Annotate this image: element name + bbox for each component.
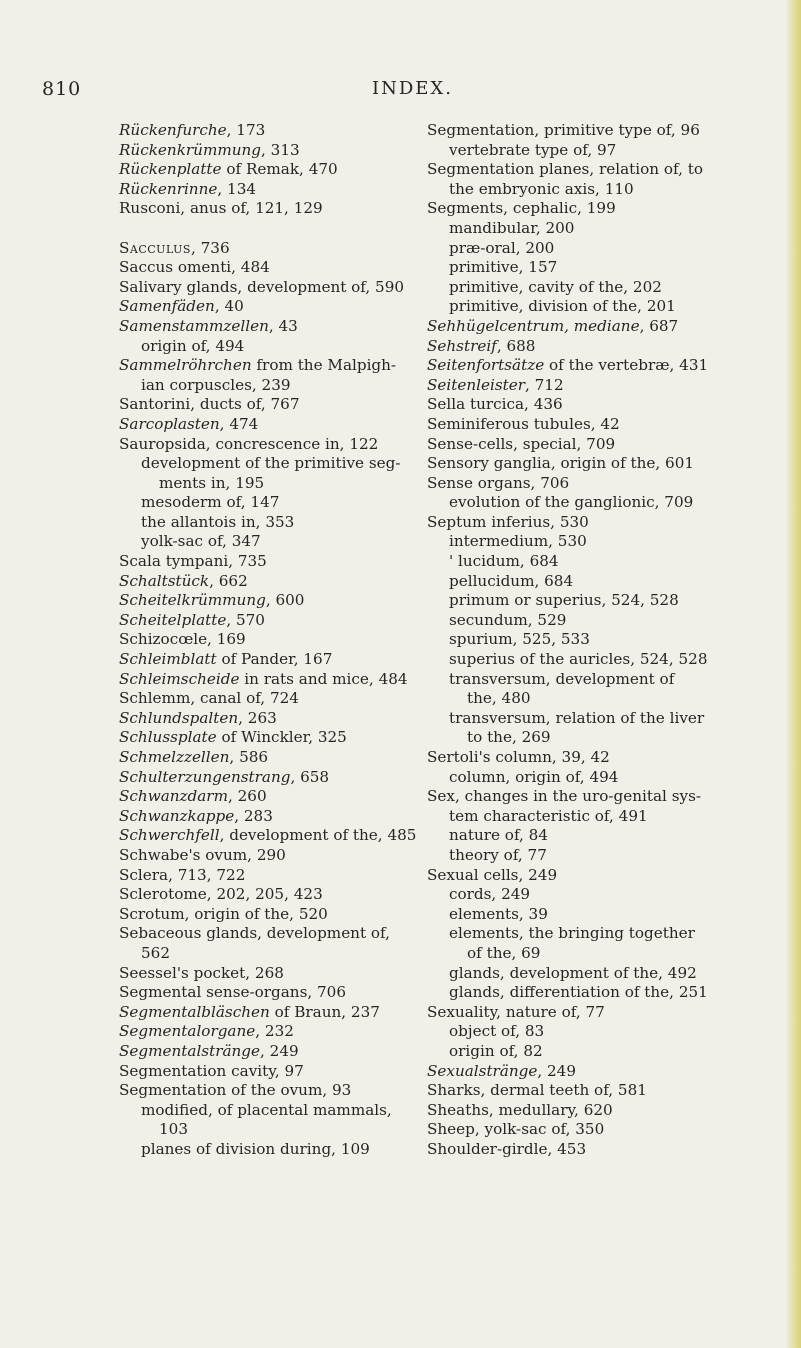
index-entry [119, 728, 402, 748]
index-entry [427, 1120, 799, 1140]
entry-term-italic: Schwerchfell [119, 826, 220, 845]
entry-text: , 134 [217, 179, 257, 198]
index-entry [119, 415, 402, 435]
entry-term-italic: Schleimscheide [119, 669, 240, 688]
index-subentry [119, 513, 402, 533]
index-subentry [427, 180, 799, 200]
page-header [0, 78, 801, 100]
entry-text: primitive, 157 [449, 258, 558, 277]
index-subentry [427, 297, 799, 317]
entry-text: vertebrate type of, 97 [449, 140, 617, 159]
entry-term-smallcaps: Sacculus [119, 238, 191, 257]
entry-text: Sensory ganglia, origin of the, 601 [427, 454, 695, 473]
entry-text: Scrotum, origin of the, 520 [119, 904, 328, 923]
entry-text: intermedium, 530 [449, 532, 587, 551]
entry-text: Sheep, yolk-sac of, 350 [427, 1120, 605, 1139]
entry-term-italic: Scheitelkrümmung [119, 591, 266, 610]
index-entry [427, 435, 799, 455]
entry-term-italic: Sehstreif [427, 336, 497, 355]
entry-text: elements, 39 [449, 904, 548, 923]
index-subentry [427, 1022, 799, 1042]
index-subentry [427, 846, 799, 866]
index-entry [119, 297, 402, 317]
entry-text: object of, 83 [449, 1022, 545, 1041]
entry-term-italic: Rückenfurche [119, 121, 227, 139]
entry-text: column, origin of, 494 [449, 767, 619, 786]
index-entry [119, 199, 402, 219]
index-entry [427, 748, 799, 768]
index-entry [427, 356, 799, 376]
entry-term-italic: Segmentalorgane [119, 1022, 256, 1041]
index-entry [119, 239, 402, 259]
index-subentry [427, 905, 799, 925]
entry-text: Sertoli's column, 39, 42 [427, 748, 610, 766]
entry-text: ments in, 195 [159, 473, 265, 492]
entry-text: , 662 [209, 571, 248, 590]
entry-text: cords, 249 [449, 885, 531, 904]
entry-term-italic: Segmentalstränge [119, 1041, 261, 1060]
index-subentry [427, 258, 799, 278]
index-entry [119, 611, 402, 631]
index-entry [119, 180, 402, 200]
index-entry [119, 924, 402, 944]
index-subentry [119, 1120, 402, 1140]
entry-text: yolk-sac of, 347 [141, 532, 261, 551]
index-subentry [119, 1101, 402, 1121]
entry-text: Sella turcica, 436 [427, 395, 563, 414]
header-title: INDEX. [372, 78, 453, 99]
index-entry [427, 1081, 799, 1101]
entry-text: Sharks, dermal teeth of, 581 [427, 1081, 647, 1100]
entry-text: spurium, 525, 533 [449, 630, 590, 649]
index-entry [119, 258, 402, 278]
entry-text: origin of, 82 [449, 1041, 543, 1060]
index-subentry [119, 474, 402, 494]
entry-term-italic: Rückenrinne [119, 179, 218, 198]
entry-text: , 43 [268, 316, 298, 335]
entry-text: glands, development of the, 492 [449, 963, 697, 982]
index-subentry [427, 768, 799, 788]
index-entry [119, 807, 402, 827]
entry-text: of Winckler, 325 [216, 728, 347, 747]
entry-text: the allantois in, 353 [141, 512, 295, 531]
index-subentry [427, 728, 799, 748]
index-column-right [427, 121, 799, 1159]
entry-text: of Braun, 237 [269, 1002, 380, 1021]
index-entry [119, 787, 402, 807]
entry-text: Salivary glands, development of, 590 [119, 277, 405, 296]
index-subentry [427, 630, 799, 650]
entry-term-italic: Schaltstück [119, 571, 210, 590]
entry-text: Sex, changes in the uro-genital sys- [427, 787, 702, 806]
index-entry [119, 905, 402, 925]
entry-text: elements, the bringing together [449, 924, 695, 943]
index-subentry [427, 885, 799, 905]
entry-text: Seminiferous tubules, 42 [427, 414, 620, 433]
index-entry [119, 866, 402, 886]
entry-text: Shoulder-girdle, 453 [427, 1139, 587, 1158]
index-entry [427, 513, 799, 533]
entry-term-italic: Schlussplate [119, 728, 217, 747]
index-entry [119, 748, 402, 768]
entry-text: theory of, 77 [449, 845, 547, 864]
entry-text: Seessel's pocket, 268 [119, 963, 284, 982]
index-subentry [119, 944, 402, 964]
index-subentry [427, 278, 799, 298]
entry-text: tem characteristic of, 491 [449, 806, 648, 825]
entry-text: Segments, cephalic, 199 [427, 199, 616, 218]
index-entry [119, 650, 402, 670]
index-subentry [119, 454, 402, 474]
index-entry [427, 454, 799, 474]
entry-text: evolution of the ganglionic, 709 [449, 493, 694, 512]
index-entry [119, 1081, 402, 1101]
index-entry [427, 160, 799, 180]
index-entry [427, 395, 799, 415]
entry-text: of the, 69 [467, 943, 541, 962]
entry-text: Schlemm, canal of, 724 [119, 689, 299, 708]
entry-term-italic: Seitenfortsätze [427, 356, 545, 375]
entry-text: Sclerotome, 202, 205, 423 [119, 885, 323, 904]
entry-text: , 658 [290, 767, 330, 786]
page-number: 810 [42, 78, 82, 100]
entry-text: Segmentation of the ovum, 93 [119, 1081, 352, 1100]
index-subentry [427, 807, 799, 827]
index-subentry [427, 141, 799, 161]
entry-text: Segmental sense-organs, 706 [119, 983, 347, 1002]
index-entry [119, 395, 402, 415]
entry-text: Sexual cells, 249 [427, 865, 558, 884]
entry-text: , 736 [190, 238, 230, 257]
index-entry [119, 572, 402, 592]
index-entry [119, 435, 402, 455]
index-entry [119, 552, 402, 572]
index-entry [119, 1042, 402, 1062]
index-subentry [427, 219, 799, 239]
index-subentry [427, 924, 799, 944]
entry-text: , 313 [261, 140, 300, 159]
index-subentry [119, 337, 402, 357]
entry-text: 103 [159, 1120, 188, 1139]
entry-text: , 260 [227, 787, 267, 806]
index-subentry [427, 650, 799, 670]
entry-text: primum or superius, 524, 528 [449, 591, 679, 610]
index-entry [119, 121, 402, 141]
index-entry [427, 1062, 799, 1082]
entry-text: Schizocœle, 169 [119, 630, 246, 649]
index-subentry [427, 944, 799, 964]
entry-text: Schwabe's ovum, 290 [119, 845, 286, 864]
index-subentry [119, 493, 402, 513]
entry-text: mandibular, 200 [449, 218, 575, 237]
index-entry [119, 669, 408, 690]
index-entry [427, 1140, 799, 1160]
index-subentry [427, 1042, 799, 1062]
entry-term-italic: Segmentalbläschen [119, 1002, 270, 1021]
index-entry [119, 709, 402, 729]
entry-text: ' lucidum, 684 [449, 552, 559, 571]
entry-text: development of the primitive seg- [141, 454, 401, 473]
index-entry [119, 826, 417, 846]
entry-text: , 249 [260, 1041, 299, 1060]
entry-text: modified, of placental mammals, [141, 1100, 392, 1119]
index-entry [119, 846, 402, 866]
index-entry [427, 1101, 799, 1121]
entry-text: Segmentation cavity, 97 [119, 1061, 304, 1080]
entry-text: primitive, cavity of the, 202 [449, 277, 662, 296]
index-entry [119, 160, 402, 180]
entry-text: , 232 [255, 1022, 294, 1041]
entry-text: Sexuality, nature of, 77 [427, 1002, 605, 1021]
entry-term-italic: Schwanzkappe [119, 806, 235, 825]
entry-term-italic: Rückenplatte [119, 160, 222, 179]
entry-text: , 40 [214, 297, 244, 316]
entry-term-italic: Scheitelplatte [119, 610, 227, 629]
index-subentry [427, 572, 799, 592]
entry-term-italic: Schlundspalten [119, 708, 239, 727]
entry-text: pellucidum, 684 [449, 571, 574, 590]
entry-text: Segmentation planes, relation of, to [427, 160, 704, 179]
index-entry [119, 141, 402, 161]
entry-text: , 600 [265, 591, 305, 610]
index-entry [427, 474, 799, 494]
entry-text: transversum, development of [449, 669, 675, 688]
index-entry [427, 415, 799, 435]
entry-text: origin of, 494 [141, 336, 245, 355]
entry-text: glands, differentiation of the, 251 [449, 983, 708, 1002]
entry-text: Sense organs, 706 [427, 473, 570, 492]
index-entry [119, 630, 402, 650]
entry-text: , 688 [496, 336, 536, 355]
index-subentry [427, 709, 799, 729]
entry-text: Segmentation, primitive type of, 96 [427, 121, 700, 139]
index-subentry [427, 239, 799, 259]
entry-text: , 474 [219, 414, 259, 433]
index-entry [119, 1003, 402, 1023]
entry-text: , 712 [524, 375, 564, 394]
entry-text: Rusconi, anus of, 121, 129 [119, 199, 323, 218]
index-subentry [427, 532, 799, 552]
index-subentry [427, 552, 799, 572]
entry-text: Sheaths, medullary, 620 [427, 1100, 613, 1119]
entry-text: secundum, 529 [449, 610, 567, 629]
entry-text: , 586 [229, 748, 269, 766]
index-entry [119, 689, 402, 709]
index-entry [427, 121, 799, 141]
entry-text: Scala tympani, 735 [119, 552, 267, 571]
index-entry [119, 964, 402, 984]
entry-term-italic: Samenstammzellen [119, 316, 269, 335]
entry-text: , 687 [639, 316, 679, 335]
index-entry [119, 768, 402, 788]
index-subentry [119, 1140, 402, 1160]
entry-term-italic: Schwanzdarm [119, 787, 228, 806]
index-subentry [427, 964, 799, 984]
index-subentry [427, 493, 799, 513]
entry-text: Saccus omenti, 484 [119, 258, 270, 277]
entry-text: nature of, 84 [449, 826, 549, 845]
entry-text: , 173 [226, 121, 266, 139]
entry-text: , 249 [537, 1061, 577, 1080]
index-entry [427, 866, 799, 886]
entry-term-italic: Seitenleister [427, 375, 525, 394]
entry-text: superius of the auricles, 524, 528 [449, 650, 708, 669]
index-subentry [427, 670, 799, 690]
index-subentry [427, 611, 799, 631]
index-subentry [427, 826, 799, 846]
index-entry [427, 376, 799, 396]
index-subentry [119, 376, 402, 396]
entry-text: Sebaceous glands, development of, [119, 924, 390, 943]
entry-term-italic: Schulterzungenstrang [119, 767, 291, 786]
index-entry [119, 1062, 402, 1082]
index-entry [119, 1022, 402, 1042]
entry-term-italic: Sexualstränge [427, 1061, 538, 1080]
entry-term-italic: Samenfäden [119, 297, 215, 316]
index-subentry [427, 591, 799, 611]
entry-text: Sauropsida, concrescence in, 122 [119, 434, 379, 453]
entry-text: Santorini, ducts of, 767 [119, 395, 300, 414]
index-entry [119, 591, 402, 611]
index-entry [427, 1003, 799, 1023]
entry-text: , 263 [238, 708, 277, 727]
entry-text: mesoderm of, 147 [141, 493, 280, 512]
index-entry [119, 983, 402, 1003]
entry-text: from the Malpigh- [251, 356, 397, 375]
entry-term-italic: Sarcoplasten [119, 414, 220, 433]
index-column-left [119, 121, 417, 1159]
index-entry [427, 317, 799, 337]
entry-term-italic: Schmelzzellen [119, 748, 230, 766]
index-subentry [427, 689, 799, 709]
index-subentry [119, 532, 402, 552]
entry-text: of Pander, 167 [216, 650, 333, 669]
index-entry [119, 317, 402, 337]
entry-text: transversum, relation of the liver [449, 708, 705, 727]
index-entry [119, 277, 405, 298]
index-entry [119, 885, 402, 905]
entry-text: the, 480 [467, 689, 531, 708]
entry-text: , 283 [234, 806, 273, 825]
entry-text: primitive, division of the, 201 [449, 297, 676, 316]
entry-text: , development of the, 485 [219, 826, 417, 845]
entry-text: of Remak, 470 [221, 160, 338, 179]
index-entry [427, 199, 799, 219]
index-entry [427, 787, 799, 807]
index-subentry [427, 983, 799, 1003]
entry-text: , 570 [226, 610, 265, 629]
entry-term-italic: Schleimblatt [119, 650, 217, 669]
entry-term-italic: Rückenkrümmung [119, 140, 262, 159]
index-entry [427, 337, 799, 357]
entry-text: the embryonic axis, 110 [449, 179, 634, 198]
entry-text: to the, 269 [467, 728, 551, 747]
entry-text: 562 [141, 943, 170, 962]
entry-text: Septum inferius, 530 [427, 512, 589, 531]
entry-text: of the vertebræ, 431 [544, 356, 709, 375]
entry-text: ian corpuscles, 239 [141, 375, 291, 394]
entry-text: in rats and mice, 484 [239, 669, 408, 688]
entry-term-italic: Sammelröhrchen [119, 356, 252, 375]
entry-text: præ-oral, 200 [449, 238, 555, 257]
entry-text: Sclera, 713, 722 [119, 865, 246, 884]
index-entry [119, 356, 402, 376]
entry-text: planes of division during, 109 [141, 1139, 370, 1158]
entry-term-italic: Sehhügelcentrum, mediane [427, 316, 640, 335]
entry-text: Sense-cells, special, 709 [427, 434, 616, 453]
